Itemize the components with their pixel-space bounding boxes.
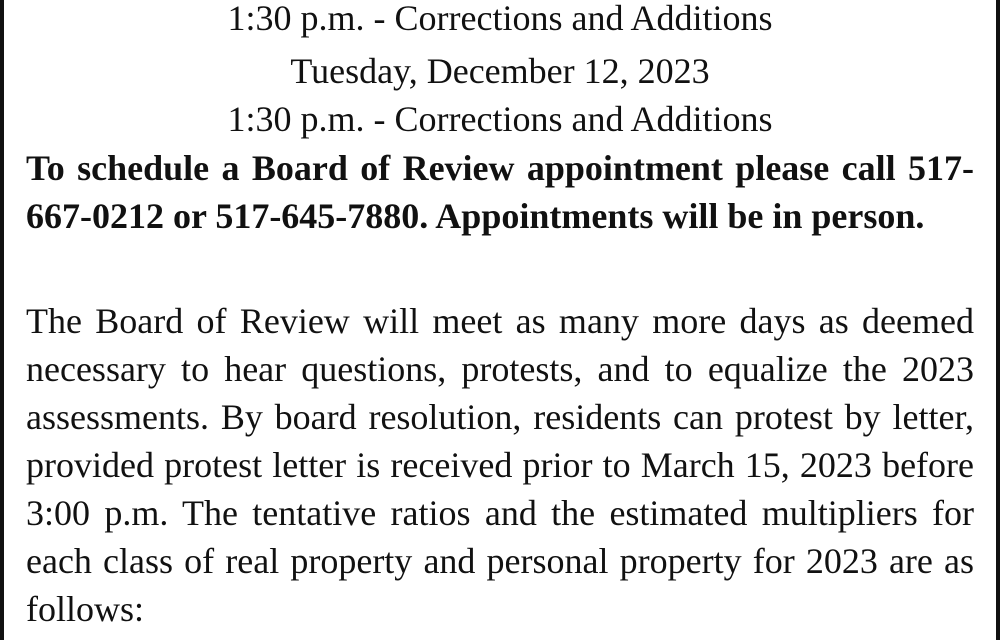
board-of-review-paragraph: The Board of Review will meet as many more days as deemed necessary to hear questions, protests, and to equalize the 2023 assessments. By board resolution, residents can protest by letter, provided protest letter is received prior to March 15, 2023 before 3:00 p.m. The tentative ratios and the estimated multipliers for each class of real property and personal property for 2023 are as follows:: [26, 301, 974, 629]
schedule-line-1: 1:30 p.m. - Corrections and Additions: [227, 0, 773, 38]
schedule-line-2: 1:30 p.m. - Corrections and Additions: [227, 99, 773, 139]
appointment-notice: To schedule a Board of Review appointment please call 517-667-0212 or 517-645-7880. Appointments will be in person.: [26, 148, 974, 236]
schedule-date: Tuesday, December 12, 2023: [290, 51, 710, 91]
left-border-rule: [0, 0, 4, 640]
right-border-rule: [996, 0, 1000, 640]
